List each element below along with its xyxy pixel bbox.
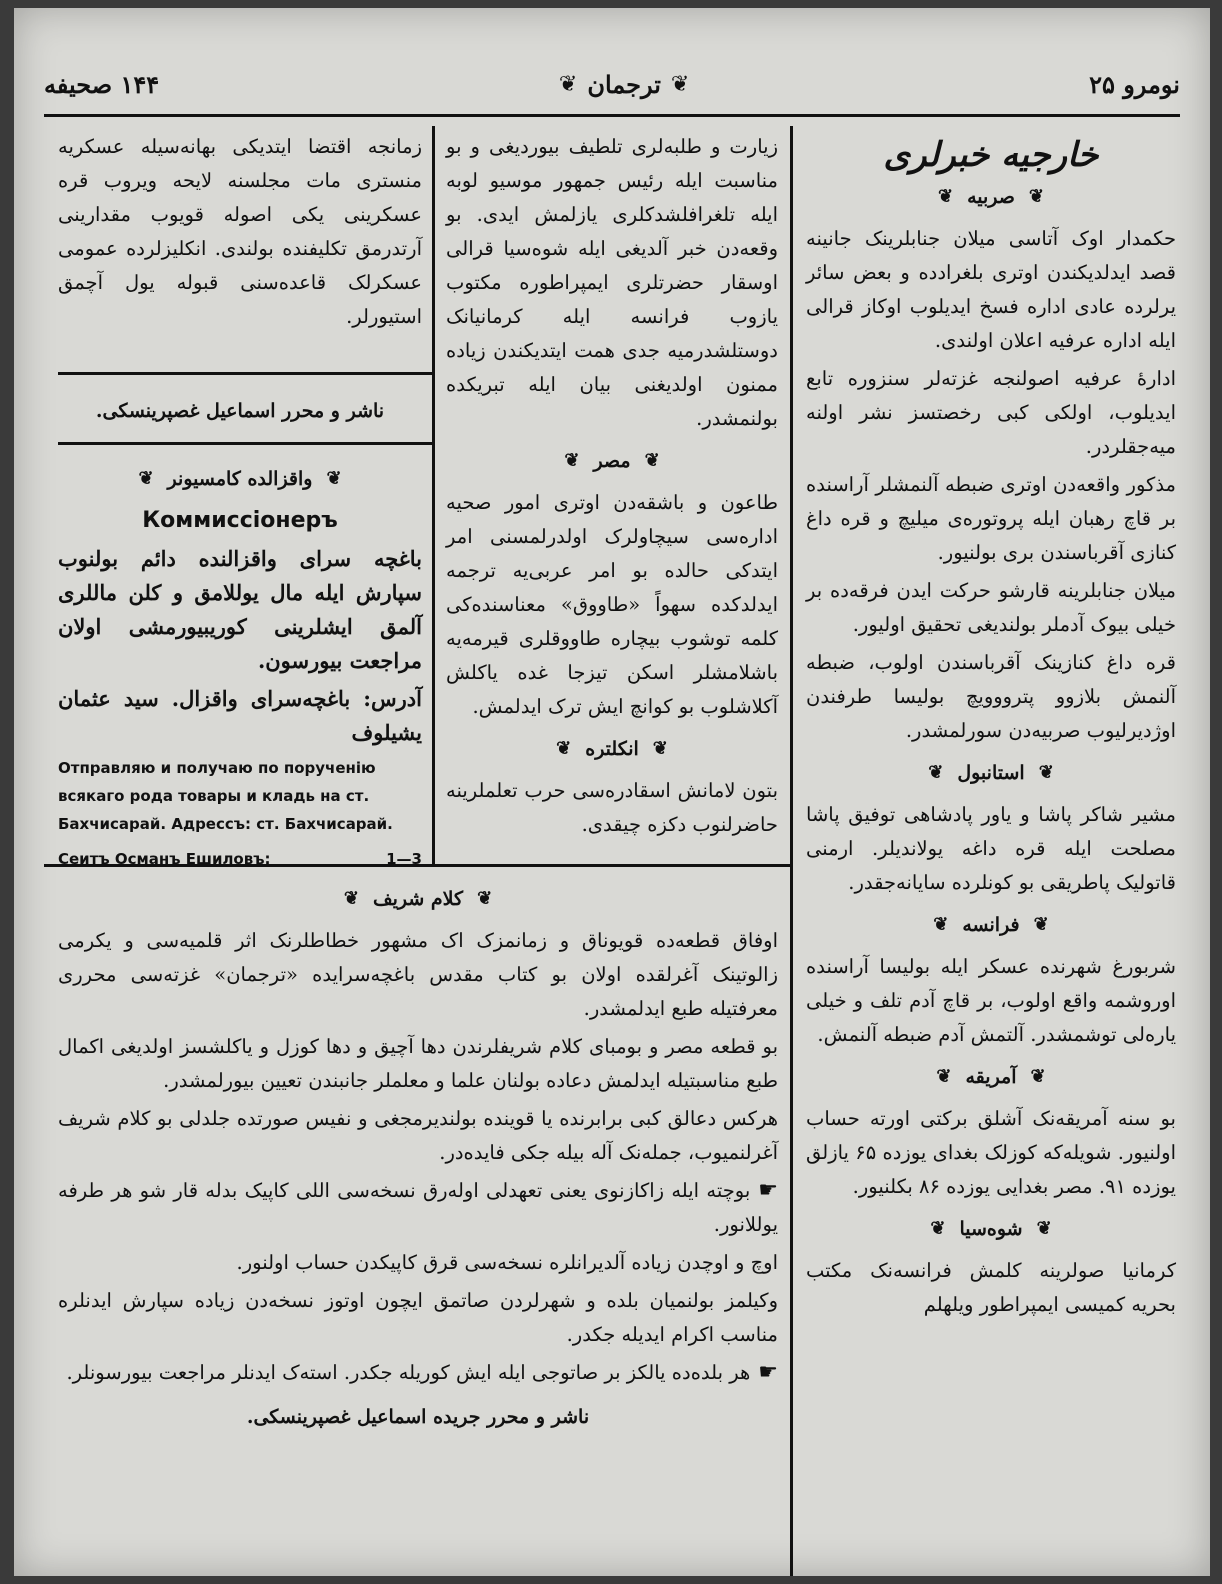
ornament-icon: ❦ bbox=[930, 1218, 946, 1239]
article-paragraph: ادارۀ عرفیه اصولنجه غزته‌لر سنزوره تابع ایدیلوب، اولکی کبی رخصتسز نشر اولنه میه‌جقلردر. bbox=[806, 367, 1176, 458]
foreign-news-column bbox=[806, 130, 1176, 1326]
article-paragraph: زیارت و طلبه‌لری تلطیف بیوردیغی و بو مناسبت ایله رئیس جمهور موسیو لوبه ایله تلغرافلشدکلری یازلمش ایدی. بو وقعه‌دن خبر آلدیغی ایله شوه‌سیا قرالی اوسقار حضرتلری ایمپراطوره مکتوب یازوب فرانسه ایله کرمانیانک دوستلشدرمیه جدی همت ایتدیکندن زیاده ممنون اولدیغنی بیان ایله تبریکده بولنمشدر. bbox=[446, 135, 778, 430]
column-divider-left bbox=[432, 126, 435, 864]
publisher-block bbox=[58, 384, 422, 438]
article-paragraph: بتون لامانش اسقادره‌سی حرب تعلملرینه حاضرلنوب دکزه چیقدی. bbox=[446, 779, 778, 836]
ad-issue-count: 1—3 bbox=[386, 850, 422, 868]
pointing-hand-icon: ☛ bbox=[758, 1360, 778, 1385]
quran-advertisement bbox=[58, 874, 778, 1444]
article-paragraph: اوچ و اوچدن زیاده آلدیرانلره نسخه‌سی قرق کاپیکدن حساب اولنور. bbox=[236, 1251, 778, 1274]
advertisement bbox=[58, 454, 422, 876]
ornament-icon: ❦ bbox=[1028, 186, 1045, 207]
ornament-icon: ❦ bbox=[326, 468, 342, 489]
article-paragraph: هرکس دعالق کبی برابرنده یا قوینده بولندیرمجغی و نفیس صورتده جلدلی بو کلام شریف آغرلنمیوب، جمله‌نک آله بیله جکی فایده‌در. bbox=[58, 1107, 778, 1164]
article-paragraph: قره داغ کنازینک آقرباسندن اولوب، ضبطه آلنمش بلازوو پترووویچ بولیسا طرفندن اوژدیرلیوب صربیه‌دن سورلمشدر. bbox=[806, 651, 1176, 742]
middle-news-column bbox=[446, 130, 778, 846]
left-column bbox=[58, 130, 422, 338]
article-paragraph: مشیر شاکر پاشا و یاور پادشاهی توفیق پاشا مصلحت ایله قره داغه یولاندیلر. ارمنی قاتولیک پاطریقی بو کونلرده سایانه‌جقدر. bbox=[806, 803, 1176, 894]
column-divider-right bbox=[790, 126, 793, 1576]
article-paragraph: میلان جنابلرینه قارشو حرکت ایدن فرقه‌ده بر خیلی بیوک آدملر بولندیغی تحقیق اولیور. bbox=[806, 579, 1176, 636]
ornament-icon: ❦ bbox=[138, 468, 154, 489]
ornament-icon: ❦ bbox=[1033, 914, 1049, 935]
page-number-label: ۱۴۴ صحیفه bbox=[44, 69, 160, 99]
article-paragraph: وکیلمز بولنمیان بلده و شهرلردن صاتمق ایچون اوتوز نسخه‌دن زیاده سپارش ایدنلره مناسب اکرام ایدیله جکدر. bbox=[58, 1289, 778, 1346]
divider-rule bbox=[58, 372, 432, 375]
masthead-title bbox=[559, 70, 689, 99]
publisher-line: ناشر و محرر جریده اسماعیل غصپرینسکی. bbox=[246, 1406, 590, 1428]
header-rule bbox=[44, 114, 1180, 117]
ad-signature-name: Сеитъ Османъ Ешиловъ: bbox=[58, 850, 271, 868]
ad-cyrillic-text: Отправляю и получаю по порученію всякаго рода товары и кладь на ст. Бахчисарай. Адрессъ: ст. Бахчисарай. bbox=[58, 759, 393, 833]
pointing-hand-icon: ☛ bbox=[758, 1178, 778, 1203]
section-heading: ❦ استانبول ❦ bbox=[806, 756, 1176, 790]
article-paragraph: بو قطعه مصر و بومبای کلام شریفلرندن دها آچیق و دها کوزل و یاکلشسز اولدیغی اکمال طبع مناسبتیله ایدلمش دعاده بولنان علما و معلملر جانبندن تعیین بیورلمشدر. bbox=[58, 1035, 778, 1092]
ornament-icon: ❦ bbox=[343, 888, 359, 909]
article-paragraph: اوفاق قطعه‌ده قویوناق و زمانمزک اک مشهور خطاطلرنک اثر قلمیه‌سی و یکرمی زالوتینک آغرلقده اولان بو کتاب مقدس باغچه‌سرایده «ترجمان» غزته‌سی محرری معرفتیله طبع ایدلمشدر. bbox=[58, 929, 778, 1020]
newspaper-title: ترجمان bbox=[587, 69, 661, 99]
ad-address: آدرس: باغچه‌سرای واقزال. سید عثمان یشیلوف bbox=[58, 686, 422, 745]
ornament-icon: ❦ bbox=[556, 738, 572, 759]
ornament-icon: ❦ bbox=[936, 1066, 952, 1087]
ornament-icon: ❦ bbox=[938, 186, 954, 207]
section-heading: ❦ صربیه ❦ bbox=[806, 180, 1176, 214]
article-paragraph: زمانجه اقتضا ایتدیکی بهانه‌سیله عسکریه منستری مات مجلسنه لایحه ویروب قره عسکرینی یکی اصوله قویوب مقدارینی آرتدرمق تکلیفنده بولندی. انکلیزلرده عمومی عسکرلک قاعده‌سنی قبوله یول آچمق استیورلر. bbox=[58, 135, 422, 328]
section-heading: ❦ شوه‌سیا ❦ bbox=[806, 1212, 1176, 1246]
ad-heading: ❦ واقزالده کامسیونر ❦ bbox=[58, 462, 422, 496]
ornament-icon: ❦ bbox=[564, 450, 580, 471]
article-paragraph: شربورغ شهرنده عسکر ایله بولیسا آراسنده اوروشمه واقع اولوب، بر قاچ آدم تلف و خیلی یاره‌لی توشمشدر. آلتمش آدم ضبطه آلنمش. bbox=[806, 955, 1176, 1046]
ornament-icon: ❦ bbox=[1030, 1066, 1046, 1087]
ornament-icon: ❦ bbox=[1038, 762, 1054, 783]
section-heading: ❦ فرانسه ❦ bbox=[806, 908, 1176, 942]
newspaper-page bbox=[14, 8, 1210, 1576]
article-paragraph: مذکور واقعه‌دن اوتری ضبطه آلنمشلر آراسنده بر قاچ رهبان ایله پروتوره‌ی میلیچ و قره داغ کنازی آقرباسندن بری بولنیور. bbox=[806, 473, 1176, 564]
section-heading: ❦ کلام شریف ❦ bbox=[58, 882, 778, 916]
page-header bbox=[44, 56, 1180, 112]
article-paragraph: طاعون و باشقه‌دن اوتری امور صحیه اداره‌سی سیچاولرک اولدرلمسنی امر ایتدکی حالده بو امر عربی‌یه ترجمه ایدلدکده سهواً «طاووق» معناسنده‌کی کلمه توشوب بیچاره طاووقلری قیرمه‌یه باشلامشلر اسکن تیزجا غده یاکلش آکلاشلوب بو کوانچ ایش ترک ایدلمش. bbox=[446, 491, 778, 718]
ad-cyrillic-title: Коммиссiонеръ bbox=[142, 508, 338, 533]
article-paragraph: بو سنه آمریقه‌نک آشلق برکتی اورته حساب اولنیور. شویله‌که کوزلک بغدای یوزده ۶۵ یازلق یوزده ۹۱. مصر بغدایی یوزده ۸۶ بکلنیور. bbox=[806, 1107, 1176, 1198]
ornament-icon: ❦ bbox=[558, 71, 578, 97]
ornament-icon: ❦ bbox=[670, 71, 690, 97]
ornament-icon: ❦ bbox=[928, 762, 944, 783]
ornament-icon: ❦ bbox=[477, 888, 493, 909]
ad-body: باغچه سرای واقزالنده دائم بولنوب سپارش ایله مال یوللامق و کلن ماللری آلمق ایشلرینی کوریبیورمشی اولان مراجعت بیورسون. bbox=[58, 546, 422, 673]
ornament-icon: ❦ bbox=[933, 914, 949, 935]
article-paragraph: ☛بوچته ایله زاکازنوی یعنی تعهدلی اوله‌رق نسخه‌سی اللی کاپیک بدله قار شو هر طرفه یوللانور. bbox=[58, 1178, 778, 1236]
ornament-icon: ❦ bbox=[652, 738, 668, 759]
divider-rule bbox=[58, 442, 432, 445]
section-heading: ❦ انکلتره ❦ bbox=[446, 732, 778, 766]
article-paragraph: کرمانیا صولرینه کلمش فرانسه‌نک مکتب بحریه کمیسی ایمپراطور ویلهلم bbox=[806, 1259, 1176, 1316]
ornament-icon: ❦ bbox=[644, 450, 660, 471]
section-heading: ❦ مصر ❦ bbox=[446, 444, 778, 478]
publisher-line: ناشر و محرر اسماعیل غصپرینسکی. bbox=[95, 400, 385, 422]
ornament-icon: ❦ bbox=[1036, 1218, 1052, 1239]
section-masthead: خارجیه خبرلری bbox=[883, 135, 1099, 175]
ad-signature bbox=[58, 842, 422, 876]
issue-number-label: نومرو ۲۵ bbox=[1089, 69, 1180, 99]
section-heading: ❦ آمریقه ❦ bbox=[806, 1060, 1176, 1094]
article-paragraph: حکمدار اوک آتاسی میلان جنابلرینک جانینه قصد ایدلدیکندن اوتری بلغرادده و بعض سائر یرلرده عادی اداره فسخ ایدیلوب اوکاز قرالی ایله اداره عرفیه اعلان اولندی. bbox=[806, 227, 1176, 352]
article-paragraph: ☛هر بلده‌ده یالکز بر صاتوجی ایله ایش کوریله جکدر. استه‌ک ایدنلر مراجعت بیورسونلر. bbox=[66, 1360, 778, 1385]
